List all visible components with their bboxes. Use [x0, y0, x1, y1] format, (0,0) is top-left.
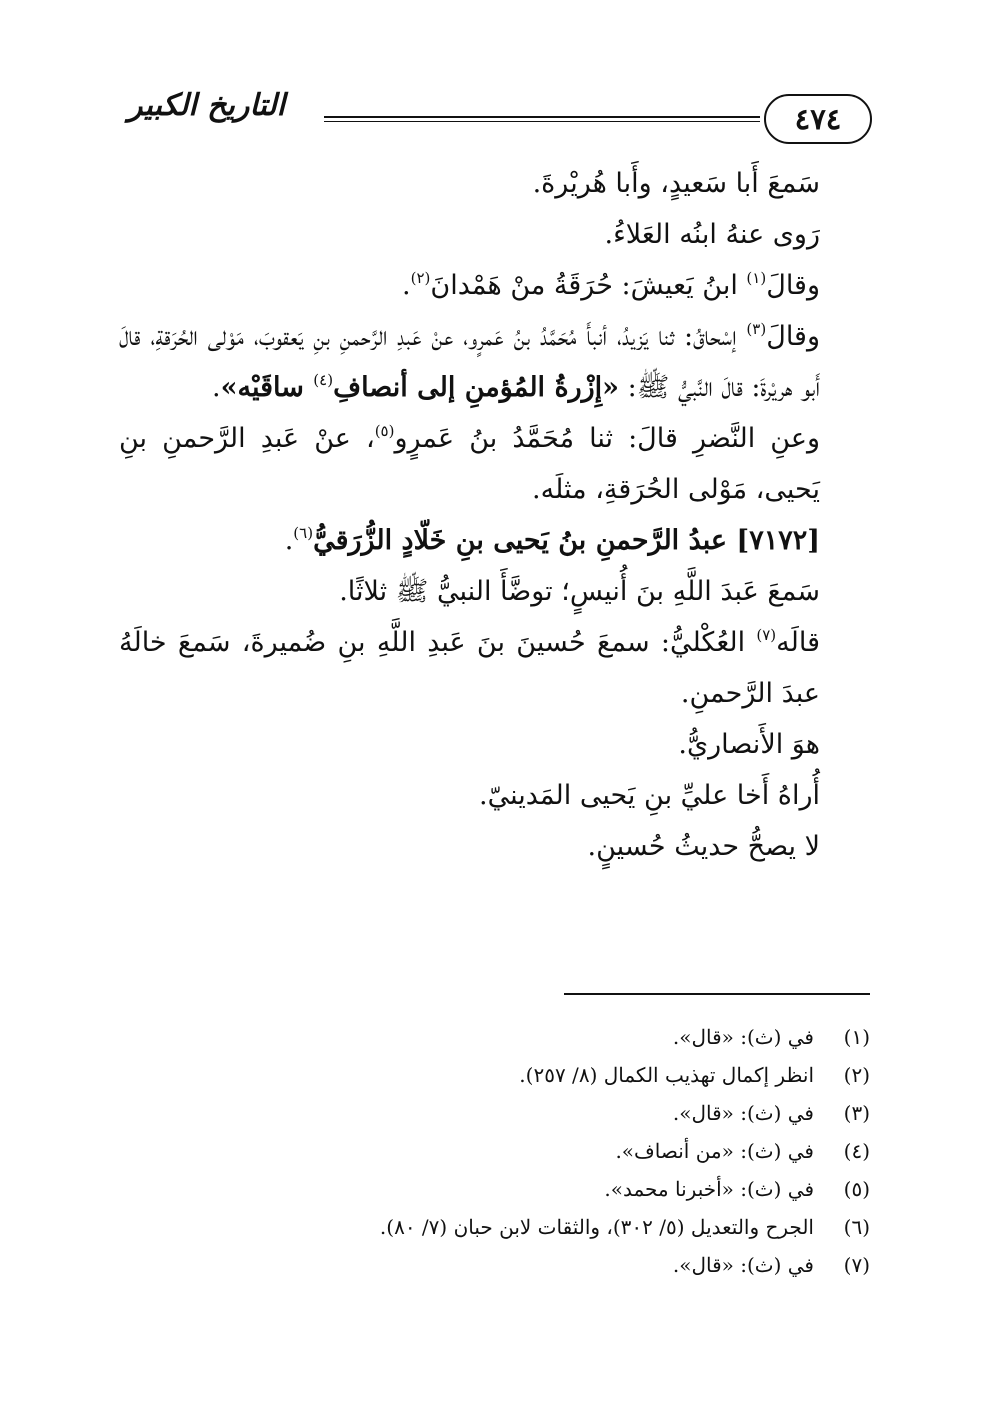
- footnote-number: (٥): [843, 1177, 870, 1201]
- text-segment: .: [212, 372, 221, 403]
- footnote-ref: (٣): [746, 320, 767, 338]
- footnote: [110, 1094, 870, 1132]
- text-segment: وقالَ: [766, 270, 820, 301]
- text-segment: وعنِ النَّضرِ قالَ: ثنا مُحَمَّدُ بنُ عَمرٍو: [394, 423, 820, 454]
- text-line: رَوى عنهُ ابنُه العَلاءُ.: [604, 219, 820, 250]
- header-rule: [324, 116, 760, 118]
- footnote-text: الجرح والتعديل (٥/ ٣٠٢)، والثقات لابن حبان (٧/ ٨٠).: [379, 1215, 814, 1239]
- page-number: ٤٧٤: [764, 94, 872, 144]
- footnote-separator: [564, 993, 870, 995]
- main-text: [119, 158, 864, 872]
- text-line: لا يصحُّ حديثُ حُسينٍ.: [587, 831, 820, 862]
- footnote-text: في (ث): «من أنصاف».: [615, 1139, 814, 1163]
- footnote-ref: (٤): [313, 371, 334, 389]
- footnote-text: انظر إكمال تهذيب الكمال (٨/ ٢٥٧).: [519, 1063, 814, 1087]
- text-line: سَمعَ أَبا سَعيدٍ، وأَبا هُريْرةَ.: [532, 168, 820, 199]
- footnote-number: (٣): [843, 1101, 870, 1125]
- footnote-number: (١): [843, 1025, 870, 1049]
- footnote-ref: (٧): [756, 626, 777, 644]
- text-segment: ، عنْ عَبدِ الرَّحمنِ بنِ يَحيى، مَوْلى الحُرَقةِ، مثلَه.: [119, 423, 820, 505]
- text-line: أُراهُ أَخا عليِّ بنِ يَحيى المَدينيّ.: [479, 780, 820, 811]
- footnote-number: (٤): [843, 1139, 870, 1163]
- text-segment: العُكْليُّ: سمعَ حُسينَ بنَ عَبدِ اللَّهِ بنِ ضُميرةَ، سَمعَ خالَهُ عبدَ الرَّحمنِ.: [119, 627, 820, 709]
- footnote: [110, 1208, 870, 1246]
- text-line: سَمعَ عَبدَ اللَّهِ بنَ أُنيسٍ؛ توضَّأَ النبيُّ ﷺ ثلاثًا.: [339, 576, 820, 607]
- text-segment: قالَه: [776, 627, 820, 658]
- text-segment: إسْحاقُ: ثنا يَزيدُ، أنبأَ مُحَمَّدُ بنُ عَمرٍو، عنْ عَبدِ الرَّحمنِ بنِ يَعقوبَ، مَوْلى الحُرَقةِ، قالَ أَبو هريْرةَ: قالَ النَّبيُّ ﷺ:: [119, 321, 820, 403]
- hadith-quote-end: ساقَيْه»: [220, 372, 314, 403]
- text-segment: ابنُ يَعيشَ: حُرَقَةُ منْ هَمْدانَ: [430, 270, 747, 301]
- text-segment: .: [402, 270, 411, 301]
- text-segment: وقالَ: [766, 321, 820, 352]
- paragraph: [119, 413, 864, 515]
- book-title: التاريخ الكبير: [128, 88, 286, 123]
- footnote: [110, 1018, 870, 1056]
- paragraph: [119, 617, 864, 719]
- page-header: [128, 88, 872, 152]
- footnote-number: (٦): [843, 1215, 870, 1239]
- footnote: [110, 1246, 870, 1284]
- footnote: [110, 1170, 870, 1208]
- footnote-ref: (٥): [374, 422, 395, 440]
- footnote-text: في (ث): «قال».: [672, 1253, 814, 1277]
- footnote-number: (٧): [843, 1253, 870, 1277]
- text-line: [119, 260, 864, 311]
- footnote-number: (٢): [843, 1063, 870, 1087]
- footnote-ref: (١): [746, 269, 767, 287]
- footnote-text: في (ث): «قال».: [672, 1025, 814, 1049]
- entry-heading: [119, 515, 864, 566]
- text-line: هوَ الأَنصاريُّ.: [678, 729, 820, 760]
- paragraph: [119, 311, 864, 413]
- hadith-quote: «إِزْرةُ المُؤمنِ إلى أنصافِ: [333, 372, 620, 403]
- footnote: [110, 1056, 870, 1094]
- footnote-ref: (٦): [293, 524, 314, 542]
- footnote-ref: (٢): [410, 269, 431, 287]
- footnote-text: في (ث): «أخبرنا محمد».: [604, 1177, 814, 1201]
- text-segment: .: [284, 525, 294, 556]
- footnote: [110, 1132, 870, 1170]
- footnote-text: في (ث): «قال».: [672, 1101, 814, 1125]
- entry-title: [٧١٧٢] عبدُ الرَّحمنِ بنُ يَحيى بنِ خَلّادٍ الزُّرَقيُّ: [313, 525, 820, 556]
- footnotes: [110, 1018, 870, 1284]
